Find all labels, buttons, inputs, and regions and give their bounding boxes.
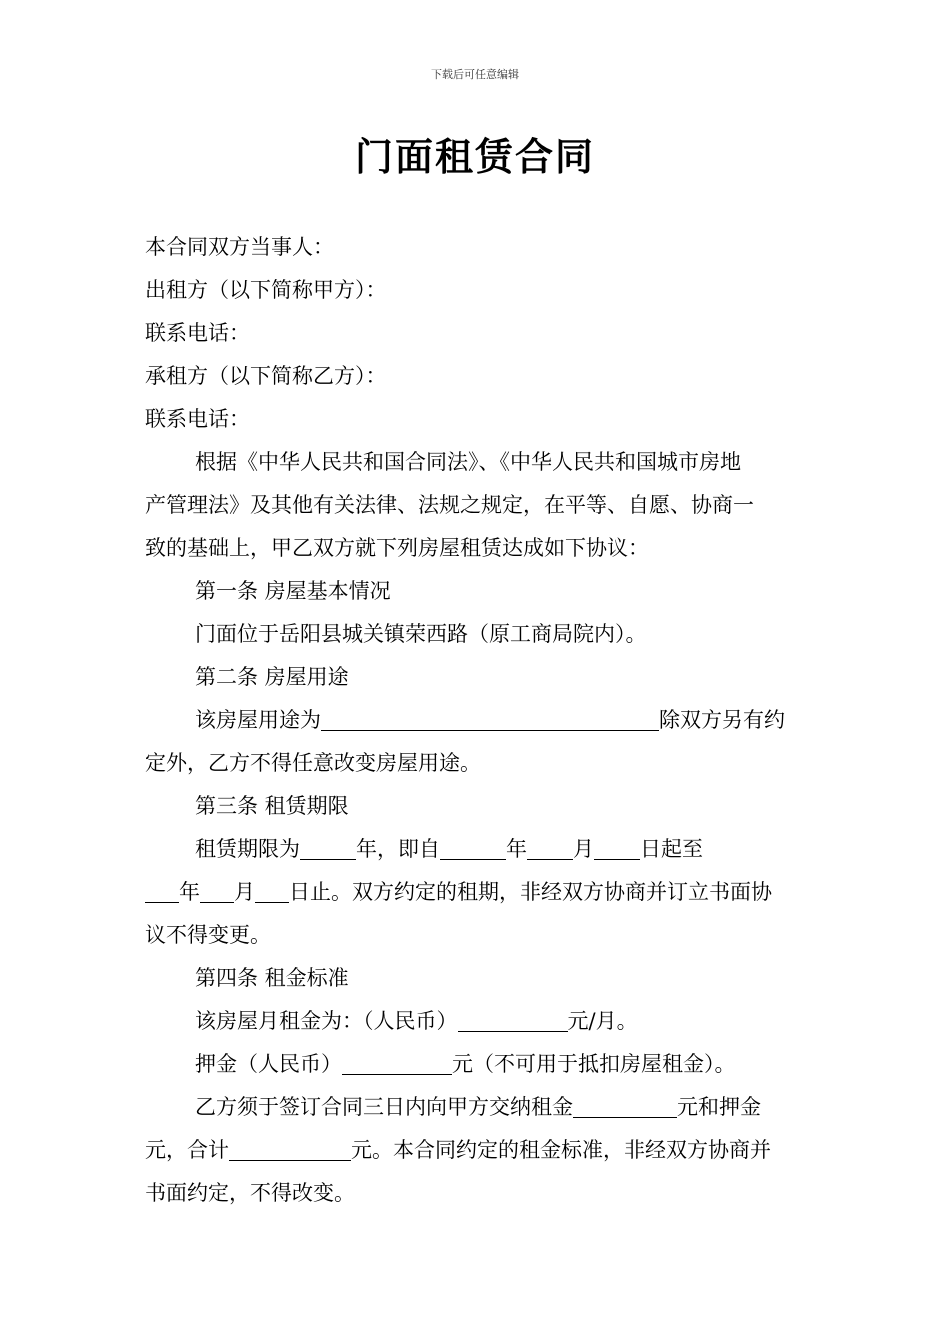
text-segment: 元，合计 <box>145 1138 229 1162</box>
end-year-blank[interactable] <box>145 878 179 903</box>
end-month-blank[interactable] <box>200 878 234 903</box>
text-segment: 月 <box>234 880 255 904</box>
article-2-text-line-1 <box>145 699 810 742</box>
text-segment: 除双方另有约 <box>659 708 785 732</box>
text-segment: 元和押金 <box>677 1095 761 1119</box>
text-segment: 元/月。 <box>567 1009 638 1033</box>
article-1-text: 门面位于岳阳县城关镇荣西路（原工商局院内）。 <box>195 622 647 646</box>
preamble-line-3: 致的基础上，甲乙双方就下列房屋租赁达成如下协议： <box>145 536 649 560</box>
text-segment: 日起至 <box>640 837 703 861</box>
text-segment: 租赁期限为 <box>195 837 300 861</box>
text-segment: 月 <box>573 837 594 861</box>
usage-blank[interactable] <box>321 706 659 731</box>
text-segment: 年，即自 <box>356 837 440 861</box>
article-4-rent-line <box>145 1000 810 1043</box>
text-segment: 押金（人民币） <box>195 1052 342 1076</box>
article-4-deposit-line <box>145 1043 810 1086</box>
article-2-heading: 第二条 房屋用途 <box>195 665 349 689</box>
total-blank[interactable] <box>229 1136 351 1161</box>
deposit-blank[interactable] <box>342 1050 452 1075</box>
lessee-phone-line: 联系电话： <box>145 407 250 431</box>
text-segment: 该房屋用途为 <box>195 708 321 732</box>
term-years-blank[interactable] <box>300 835 356 860</box>
text-segment: 乙方须于签订合同三日内向甲方交纳租金 <box>195 1095 573 1119</box>
document-body <box>145 226 810 1215</box>
start-month-blank[interactable] <box>527 835 573 860</box>
article-1-heading: 第一条 房屋基本情况 <box>195 579 391 603</box>
lessor-phone-line: 联系电话： <box>145 321 250 345</box>
lessor-line: 出租方（以下简称甲方）： <box>145 278 387 302</box>
start-year-blank[interactable] <box>440 835 506 860</box>
parties-heading: 本合同双方当事人： <box>145 235 334 259</box>
lessee-line: 承租方（以下简称乙方）： <box>145 364 387 388</box>
article-4-heading: 第四条 租金标准 <box>195 966 349 990</box>
text-segment: 元（不可用于抵扣房屋租金）。 <box>452 1052 736 1076</box>
article-3-text-line-1 <box>145 828 810 871</box>
start-day-blank[interactable] <box>594 835 640 860</box>
article-3-text-line-2 <box>145 871 810 914</box>
text-segment: 日止。双方约定的租期，非经双方协商并订立书面协 <box>289 880 772 904</box>
monthly-rent-blank[interactable] <box>458 1007 568 1032</box>
text-segment: 年 <box>506 837 527 861</box>
text-segment: 年 <box>179 880 200 904</box>
preamble-line-1: 根据《中华人民共和国合同法》、《中华人民共和国城市房地 <box>195 450 741 474</box>
text-segment: 元。本合同约定的租金标准，非经双方协商并 <box>351 1138 771 1162</box>
article-3-heading: 第三条 租赁期限 <box>195 794 349 818</box>
preamble-line-2: 产管理法》及其他有关法律、法规之规定，在平等、自愿、协商一 <box>145 493 754 517</box>
text-segment: 该房屋月租金为：（人民币） <box>195 1009 458 1033</box>
article-4-payment-line-2 <box>145 1129 810 1172</box>
article-2-text-line-2: 定外，乙方不得任意改变房屋用途。 <box>145 751 481 775</box>
rent-payment-blank[interactable] <box>573 1093 677 1118</box>
document-title: 门面租赁合同 <box>354 134 595 179</box>
article-4-payment-line-3: 书面约定，不得改变。 <box>145 1181 355 1205</box>
article-3-text-line-3: 议不得变更。 <box>145 923 271 947</box>
header-note: 下载后可任意编辑 <box>431 68 519 81</box>
end-day-blank[interactable] <box>255 878 289 903</box>
article-4-payment-line-1 <box>145 1086 810 1129</box>
